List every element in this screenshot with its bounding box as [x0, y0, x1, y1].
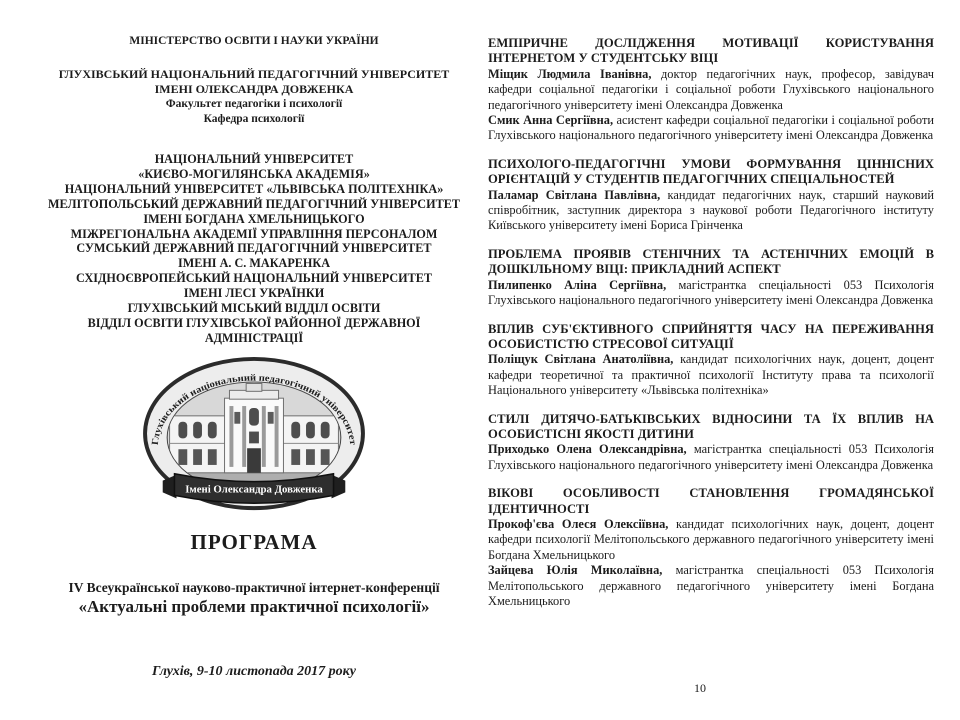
- paper-entry: [488, 486, 934, 609]
- paper-author: [488, 442, 934, 473]
- university-emblem-image: [141, 355, 367, 515]
- partner-institutions: [40, 152, 468, 346]
- author-affiliation: кандидат психологічних наук, доцент, доцент кафедри психології Мелітопольського державного педагогічного університету імені Богдана Хмельницького: [488, 516, 934, 562]
- host-university-line1: ГЛУХІВСЬКИЙ НАЦІОНАЛЬНИЙ ПЕДАГОГІЧНИЙ УНІВЕРСИТЕТ: [58, 67, 450, 81]
- author-affiliation: доктор педагогічних наук, професор, завідувач кафедри соціальної педагогіки і соціальної роботи Глухівського національного педагогічного університету імені Олександра Довженка: [488, 66, 934, 112]
- author-affiliation: магістрантка спеціальності 053 Психологія Глухівського національного педагогічного університету імені Олександра Довженка: [488, 442, 934, 472]
- partner-line: НАЦІОНАЛЬНИЙ УНІВЕРСИТЕТ «ЛЬВІВСЬКА ПОЛІТЕХНІКА»: [64, 181, 444, 196]
- paper-entry: [488, 36, 934, 144]
- author-affiliation: кандидат педагогічних наук, старший науковий співробітник, заступник директора з наукової роботи Педагогічного інституту Київського університету імені Бориса Грінченка: [488, 187, 934, 233]
- paper-title: СТИЛІ ДИТЯЧО-БАТЬКІВСЬКИХ ВІДНОСИНИ ТА ЇХ ВПЛИВ НА ОСОБИСТІСНІ ЯКОСТІ ДИТИНИ: [488, 411, 934, 441]
- paper-entry: [488, 157, 934, 234]
- paper-title: ПРОБЛЕМА ПРОЯВІВ СТЕНІЧНИХ ТА АСТЕНІЧНИХ ЕМОЦІЙ В ДОШКІЛЬНОМУ ВІЦІ: ПРИКЛАДНИЙ АСПЕКТ: [488, 246, 934, 277]
- program-title: ПРОГРАМА: [190, 529, 318, 554]
- author-name: Пилипенко Аліна Сергіївна,: [488, 277, 667, 292]
- university-emblem: [40, 355, 468, 520]
- partner-line: ІМЕНІ БОГДАНА ХМЕЛЬНИЦЬКОГО: [143, 211, 365, 226]
- faculty-line: Факультет педагогіки і психології: [165, 98, 343, 110]
- host-university: [40, 67, 468, 127]
- partner-line: ВІДДІЛ ОСВІТИ ГЛУХІВСЬКОЇ РАЙОННОЇ ДЕРЖАВНОЇ АДМІНІСТРАЦІЇ: [87, 315, 421, 345]
- partner-line: МІЖРЕГІОНАЛЬНА АКАДЕМІЇ УПРАВЛІННЯ ПЕРСОНАЛОМ: [70, 226, 438, 241]
- paper-title: ВІКОВІ ОСОБЛИВОСТІ СТАНОВЛЕННЯ ГРОМАДЯНСЬКОЇ ІДЕНТИЧНОСТІ: [488, 486, 934, 516]
- paper-title: ВПЛИВ СУБ'ЄКТИВНОГО СПРИЙНЯТТЯ ЧАСУ НА ПЕРЕЖИВАННЯ ОСОБИСТІСТЮ СТРЕСОВОЇ СИТУАЦІЇ: [488, 321, 934, 351]
- paper-author: [488, 113, 934, 144]
- page-number: 10: [694, 681, 706, 695]
- emblem-arc-text: Глухівський національний педагогічний університет: [150, 373, 358, 446]
- author-name: Смик Анна Сергіївна,: [488, 113, 614, 128]
- paper-author: [488, 352, 934, 398]
- ministry-line: МІНІСТЕРСТВО ОСВІТИ І НАУКИ УКРАЇНИ: [129, 35, 379, 47]
- author-name: Міщик Людмила Іванівна,: [488, 66, 652, 81]
- author-name: Прокоф'єва Олеся Олексіївна,: [488, 516, 669, 531]
- paper-entry: [488, 322, 934, 399]
- author-name: Паламар Світлана Павлівна,: [488, 187, 661, 202]
- author-name: Зайцева Юлія Миколаївна,: [488, 563, 663, 578]
- paper-author: [488, 67, 934, 113]
- paper-author: [488, 563, 934, 609]
- partner-line: СУМСЬКИЙ ДЕРЖАВНИЙ ПЕДАГОГІЧНИЙ УНІВЕРСИТЕТ: [76, 241, 432, 256]
- partner-line: ІМЕНІ ЛЕСІ УКРАЇНКИ: [183, 286, 325, 301]
- conference-type-line: IV Всеукраїнської науково-практичної інтернет-конференції: [68, 579, 440, 595]
- author-affiliation: магістрантка спеціальності 053 Психологія Мелітопольського державного педагогічного університету імені Богдана Хмельницького: [488, 563, 934, 608]
- host-university-line2: ІМЕНІ ОЛЕКСАНДРА ДОВЖЕНКА: [154, 82, 354, 96]
- partner-line: «КИЄВО-МОГИЛЯНСЬКА АКАДЕМІЯ»: [138, 166, 370, 181]
- paper-author: [488, 278, 934, 309]
- author-affiliation: асистент кафедри соціальної педагогіки і соціальної роботи Глухівського національного педагогічного університету імені Олександра Довженка: [488, 113, 934, 143]
- conference-name-line: «Актуальні проблеми практичної психології»: [78, 596, 430, 616]
- department-line: Кафедра психології: [203, 113, 305, 125]
- author-affiliation: кандидат психологічних наук, доцент, доцент кафедри теоретичної та практичної психології Інституту права та психології Національного університету «Львівська політехніка»: [488, 352, 934, 398]
- partner-line: ІМЕНІ А. С. МАКАРЕНКА: [177, 256, 331, 271]
- partner-line: СХІДНОЄВРОПЕЙСЬКИЙ НАЦІОНАЛЬНИЙ УНІВЕРСИТЕТ: [76, 271, 432, 286]
- paper-title: ПСИХОЛОГО-ПЕДАГОГІЧНІ УМОВИ ФОРМУВАННЯ ЦІННІСНИХ ОРІЄНТАЦІЙ У СТУДЕНТІВ ПЕДАГОГІЧНИХ СПЕЦІАЛЬНОСТЕЙ: [488, 156, 934, 187]
- right-page: [480, 0, 960, 720]
- paper-author: [488, 517, 934, 563]
- partner-line: ГЛУХІВСЬКИЙ МІСЬКИЙ ВІДДІЛ ОСВІТИ: [127, 301, 381, 316]
- venue-date-line: Глухів, 9-10 листопада 2017 року: [152, 663, 356, 679]
- paper-entry: [488, 247, 934, 309]
- partner-line: НАЦІОНАЛЬНИЙ УНІВЕРСИТЕТ: [154, 152, 354, 166]
- ribbon-text: Імені Олександра Довженка: [185, 483, 323, 496]
- author-name: Поліщук Світлана Анатоліївна,: [488, 352, 674, 367]
- author-name: Приходько Олена Олександрівна,: [488, 442, 687, 457]
- author-affiliation: магістрантка спеціальності 053 Психологія Глухівського національного педагогічного університету імені Олександра Довженка: [488, 277, 934, 308]
- paper-title: ЕМПІРИЧНЕ ДОСЛІДЖЕННЯ МОТИВАЦІЇ КОРИСТУВАННЯ ІНТЕРНЕТОМ У СТУДЕНТСЬКУ ВІЦІ: [488, 36, 934, 66]
- paper-author: [488, 188, 934, 234]
- paper-entry: [488, 412, 934, 474]
- partner-line: МЕЛІТОПОЛЬСЬКИЙ ДЕРЖАВНИЙ ПЕДАГОГІЧНИЙ УНІВЕРСИТЕТ: [48, 196, 460, 211]
